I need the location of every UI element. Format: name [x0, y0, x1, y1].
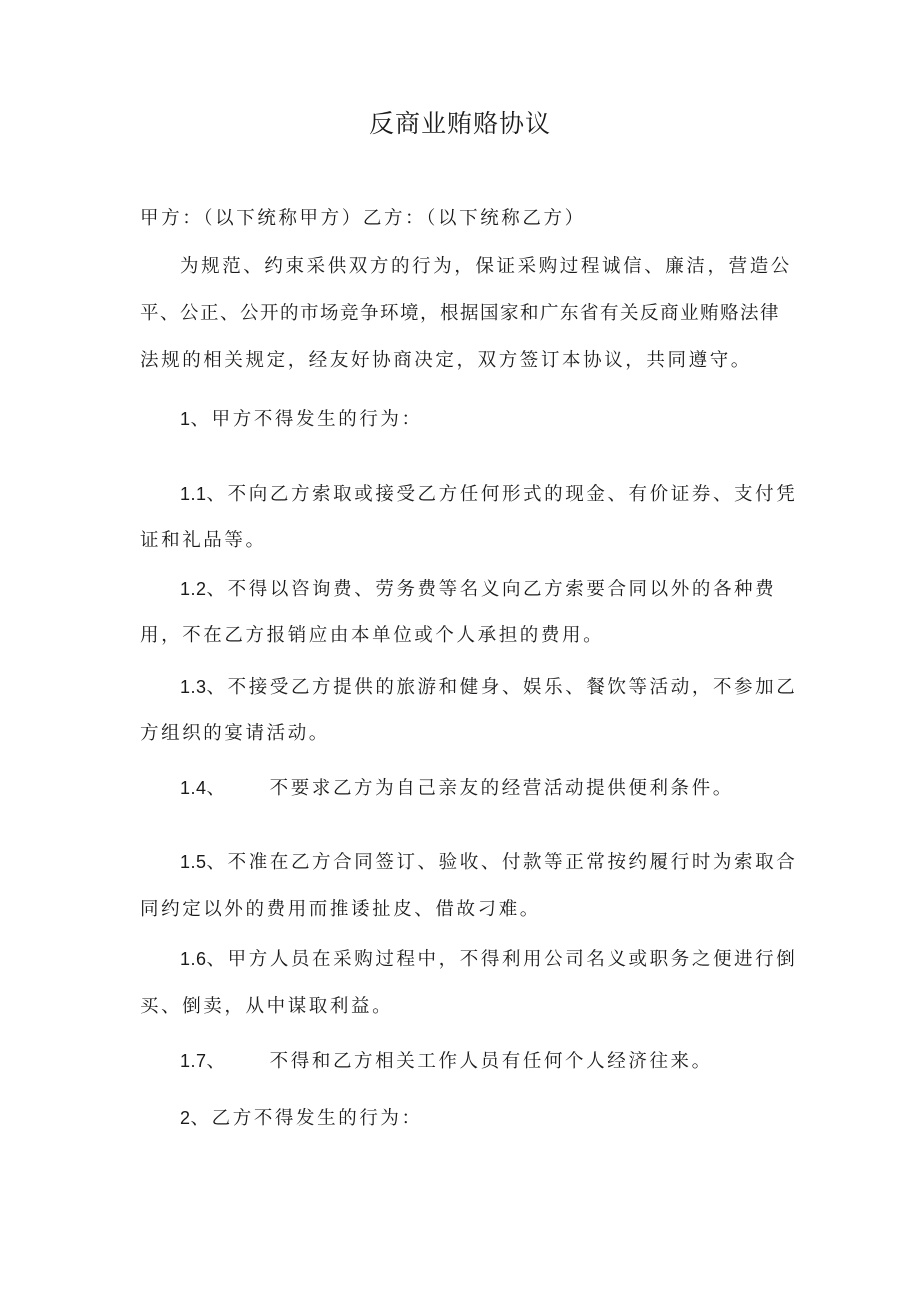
clause-number: 1.7	[180, 1051, 207, 1071]
clause-separator: 、	[206, 852, 228, 873]
clause-number: 1.1	[180, 484, 207, 504]
preamble-line-3: 法规的相关规定，经友好协商决定，双方签订本协议，共同遵守。	[140, 350, 752, 371]
clause-separator: 、	[206, 778, 228, 799]
parties-line: 甲方：（以下统称甲方）乙方：（以下统称乙方）	[140, 208, 586, 229]
clause-1-5	[180, 848, 797, 877]
clause-separator: 、	[206, 677, 228, 698]
section-2-number: 2	[180, 1108, 191, 1128]
clause-1-1-line-2: 证和礼品等。	[140, 530, 267, 551]
section-2-heading-text: 、乙方不得发生的行为：	[190, 1108, 423, 1129]
clause-separator: 、	[206, 1051, 228, 1072]
clause-text-line-1: 不接受乙方提供的旅游和健身、娱乐、餐饮等活动，不参加乙	[227, 677, 798, 698]
preamble-line-1: 为规范、约束采供双方的行为，保证采购过程诚信、廉洁，营造公	[180, 256, 792, 277]
clause-number: 1.5	[180, 852, 207, 872]
clause-text-line-1: 不向乙方索取或接受乙方任何形式的现金、有价证券、支付凭	[227, 484, 798, 505]
clause-separator: 、	[206, 484, 228, 505]
clause-number: 1.6	[180, 949, 207, 969]
clause-1-5-line-2: 同约定以外的费用而推诿扯皮、借故刁难。	[140, 899, 541, 920]
clause-1-3-line-2: 方组织的宴请活动。	[140, 723, 330, 744]
clause-1-2-line-2: 用，不在乙方报销应由本单位或个人承担的费用。	[140, 625, 605, 646]
section-1-number: 1	[180, 409, 191, 429]
document-title: 反商业贿赂协议	[368, 109, 551, 138]
preamble-line-2: 平、公正、公开的市场竞争环境，根据国家和广东省有关反商业贿赂法律	[140, 303, 781, 324]
clause-1-1	[180, 480, 797, 509]
clause-1-6	[180, 945, 797, 974]
section-1-heading	[180, 405, 423, 434]
clause-text-line-1: 不准在乙方合同签订、验收、付款等正常按约履行时为索取合	[227, 852, 798, 873]
clause-separator: 、	[206, 949, 228, 970]
clause-text-line-1: 不得和乙方相关工作人员有任何个人经济往来。	[269, 1051, 713, 1072]
clause-text-line-1: 不要求乙方为自己亲友的经营活动提供便利条件。	[269, 778, 734, 799]
clause-text-line-1: 不得以咨询费、劳务费等名义向乙方索要合同以外的各种费	[227, 579, 777, 600]
section-2-heading	[180, 1104, 423, 1133]
clause-1-6-line-2: 买、倒卖，从中谋取利益。	[140, 996, 394, 1017]
clause-text-line-1: 甲方人员在采购过程中，不得利用公司名义或职务之便进行倒	[227, 949, 798, 970]
section-1-heading-text: 、甲方不得发生的行为：	[190, 409, 423, 430]
clause-number: 1.2	[180, 579, 207, 599]
clause-1-7	[180, 1047, 713, 1076]
clause-number: 1.4	[180, 778, 207, 798]
clause-separator: 、	[206, 579, 228, 600]
clause-1-4	[180, 774, 734, 803]
clause-number: 1.3	[180, 677, 207, 697]
clause-1-3	[180, 673, 797, 702]
clause-1-2	[180, 575, 776, 604]
